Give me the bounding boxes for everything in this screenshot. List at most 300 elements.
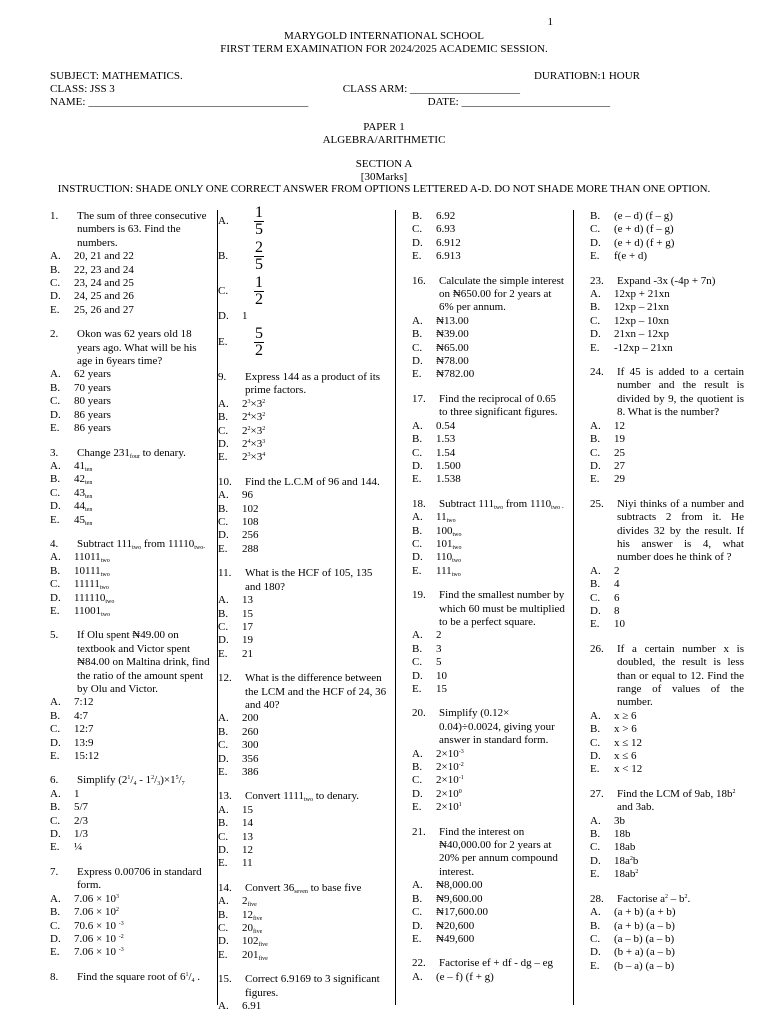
text-run: 19 [242, 634, 253, 647]
text-run: Expand -3x (-4p + 7n) [617, 274, 716, 287]
question-number: 11. [218, 567, 232, 580]
denominator: 2 [255, 342, 263, 359]
subscript-run: 4 [133, 781, 137, 788]
text-run: 0.54 [436, 419, 456, 432]
option-letter: A. [218, 712, 229, 725]
option-letter: C. [590, 736, 601, 749]
option-row[interactable] [590, 868, 744, 881]
question-stem [50, 447, 211, 460]
text-run: . [687, 892, 691, 905]
option-row[interactable] [50, 750, 211, 763]
text-run: 12xp – 21xn [614, 301, 669, 314]
option-text [436, 511, 456, 524]
option-row[interactable] [50, 946, 211, 959]
question-13 [218, 790, 389, 870]
option-text [74, 473, 92, 486]
option-row[interactable] [590, 737, 744, 750]
option-row[interactable] [218, 425, 389, 438]
question-5 [50, 629, 211, 763]
supscript-run: 2 [664, 893, 668, 900]
option-row[interactable] [50, 815, 211, 828]
option-row[interactable] [218, 753, 389, 766]
option-row[interactable] [218, 608, 389, 621]
option-letter: D. [50, 828, 61, 841]
text-run: f(e + d) [614, 250, 648, 263]
question-stem [412, 707, 567, 747]
option-row[interactable] [590, 328, 744, 341]
option-row[interactable] [218, 451, 389, 464]
option-row[interactable] [218, 516, 389, 529]
option-row[interactable] [590, 946, 744, 959]
option-row[interactable] [50, 382, 211, 395]
option-row[interactable] [412, 538, 567, 551]
option-letter: E. [590, 618, 600, 631]
option-row[interactable] [412, 906, 567, 919]
option-row[interactable] [50, 893, 211, 906]
option-letter: C. [50, 395, 61, 408]
question-text [245, 567, 389, 594]
subscript-run: five [258, 942, 268, 949]
option-row[interactable] [50, 551, 211, 564]
option-row[interactable] [50, 277, 211, 290]
option-row[interactable] [590, 855, 744, 868]
option-row[interactable] [412, 893, 567, 906]
option-row[interactable] [50, 592, 211, 605]
option-letter: B. [412, 328, 423, 341]
option-row[interactable] [50, 290, 211, 303]
question-number: 10. [218, 475, 232, 488]
option-text [74, 946, 124, 959]
text-run: 2 [242, 411, 248, 424]
numerator: 5 [255, 325, 263, 342]
option-letter: D. [412, 669, 423, 682]
option-row[interactable] [590, 447, 744, 460]
option-row[interactable] [590, 592, 744, 605]
option-text [614, 723, 637, 736]
text-run: 7:12 [74, 696, 94, 709]
question-12 [218, 672, 389, 779]
option-row[interactable] [412, 433, 567, 446]
option-letter: B. [412, 210, 423, 222]
option-row[interactable] [412, 643, 567, 656]
class-label: CLASS: JSS 3 [50, 83, 115, 95]
option-row[interactable] [50, 304, 211, 317]
option-row[interactable] [218, 844, 389, 857]
option-row[interactable] [50, 723, 211, 736]
fraction [254, 205, 264, 238]
option-row[interactable] [50, 906, 211, 919]
text-run: The sum of three consecutive numbers is 63. Find the numbers. [77, 210, 207, 249]
option-row[interactable] [590, 565, 744, 578]
text-run: 260 [242, 725, 259, 738]
option-row[interactable] [218, 503, 389, 516]
denominator: 5 [255, 221, 263, 238]
subscript-run: two [100, 571, 110, 578]
option-row[interactable] [218, 712, 389, 725]
option-row[interactable] [50, 696, 211, 709]
option-letter: A. [50, 696, 61, 709]
option-letter: D. [590, 946, 601, 959]
option-text [614, 237, 674, 250]
question-stem [590, 788, 744, 815]
option-row[interactable] [50, 710, 211, 723]
text-run: ×3 [250, 397, 263, 410]
option-letter: B. [218, 411, 229, 424]
option-row[interactable] [50, 801, 211, 814]
question-stem [590, 893, 744, 906]
option-row[interactable] [218, 239, 389, 274]
option-row[interactable] [412, 933, 567, 946]
option-row[interactable] [412, 420, 567, 433]
option-row[interactable] [218, 529, 389, 542]
option-row[interactable] [50, 264, 211, 277]
option-row[interactable] [412, 551, 567, 564]
option-row[interactable] [412, 774, 567, 787]
option-letter: A. [590, 906, 601, 919]
text-run: 15 [242, 803, 253, 816]
option-row[interactable] [50, 920, 211, 933]
option-text [74, 696, 94, 709]
option-row[interactable] [590, 605, 744, 618]
option-row[interactable] [412, 971, 567, 984]
option-row[interactable] [218, 648, 389, 661]
option-text [242, 909, 262, 922]
text-run: 13:9 [74, 736, 94, 749]
option-letter: E. [412, 683, 422, 695]
question-stem [412, 275, 567, 315]
text-run: 2 [242, 895, 248, 908]
option-letter: A. [412, 629, 423, 642]
option-row[interactable] [218, 895, 389, 908]
option-letter: C. [50, 486, 61, 499]
question-11 [218, 567, 389, 661]
option-row[interactable] [218, 594, 389, 607]
option-row[interactable] [218, 831, 389, 844]
option-row[interactable] [412, 460, 567, 473]
option-row[interactable] [590, 710, 744, 723]
option-row[interactable] [412, 761, 567, 774]
question-text [77, 538, 205, 551]
option-row[interactable] [412, 683, 567, 696]
option-row[interactable] [590, 933, 744, 946]
subscript-run: two [100, 558, 110, 565]
option-row[interactable] [412, 656, 567, 669]
question-27 [590, 788, 744, 882]
question-number: 4. [50, 537, 59, 550]
option-letter: E. [590, 473, 600, 486]
text-run: ₦20,600 [436, 919, 475, 932]
option-text [436, 210, 455, 223]
text-run: 11 [436, 511, 447, 524]
option-letter: D. [412, 551, 423, 564]
option-letter: A. [412, 970, 423, 983]
option-row[interactable] [218, 438, 389, 451]
option-row[interactable] [218, 909, 389, 922]
supscript-run: 2 [684, 893, 688, 900]
option-letter: B. [50, 709, 61, 722]
option-row[interactable] [412, 355, 567, 368]
option-row[interactable] [412, 223, 567, 236]
option-row[interactable] [590, 828, 744, 841]
option-row[interactable] [590, 342, 744, 355]
option-row[interactable] [412, 879, 567, 892]
text-run: ¼ [74, 841, 83, 854]
question-text [439, 826, 567, 880]
option-text [436, 223, 455, 236]
option-row[interactable] [218, 922, 389, 935]
text-run: 18a [614, 854, 630, 867]
text-run: Simplify (0.12× 0.04)÷0.0024, giving your answer in standard form. [439, 707, 555, 747]
option-text [74, 277, 134, 290]
option-row[interactable] [218, 543, 389, 556]
supscript-run: 3 [247, 398, 251, 405]
option-row[interactable] [50, 409, 211, 422]
option-row[interactable] [412, 670, 567, 683]
option-letter: C. [412, 906, 423, 919]
question-text [77, 866, 211, 893]
option-row[interactable] [50, 395, 211, 408]
option-row[interactable] [50, 473, 211, 486]
option-row[interactable] [412, 629, 567, 642]
option-row[interactable] [218, 621, 389, 634]
question-text [245, 790, 359, 803]
option-row[interactable] [590, 960, 744, 973]
option-text [74, 551, 110, 564]
option-text [436, 460, 461, 473]
option-row[interactable] [590, 460, 744, 473]
option-letter: D. [590, 236, 601, 249]
option-row[interactable] [50, 460, 211, 473]
question-text [77, 629, 211, 696]
option-letter: D. [50, 290, 61, 303]
option-row[interactable] [590, 433, 744, 446]
option-row[interactable] [218, 204, 389, 239]
question-text [245, 672, 389, 712]
option-row[interactable] [218, 1000, 389, 1013]
option-row[interactable] [412, 237, 567, 250]
subscript-run: two [303, 797, 313, 804]
subscript-run: two [494, 504, 504, 511]
option-row[interactable] [412, 315, 567, 328]
option-row[interactable] [218, 935, 389, 948]
option-row[interactable] [412, 511, 567, 524]
option-row[interactable] [412, 525, 567, 538]
option-text [242, 425, 265, 438]
option-letter: C. [218, 922, 229, 935]
option-row[interactable] [412, 473, 567, 486]
option-text [74, 250, 134, 263]
option-text [614, 618, 625, 631]
text-run: 96 [242, 489, 253, 502]
option-row[interactable] [50, 828, 211, 841]
subject-row [50, 70, 640, 83]
option-letter: E. [590, 763, 600, 776]
option-text [436, 315, 469, 328]
option-row[interactable] [590, 815, 744, 828]
option-row[interactable] [50, 565, 211, 578]
option-text [242, 451, 265, 464]
text-run: (e + d) (f – g) [614, 223, 674, 236]
text-run: 7.06 × 10 [74, 946, 119, 959]
option-letter: C. [412, 446, 423, 459]
option-row[interactable] [412, 801, 567, 814]
option-row[interactable] [218, 411, 389, 424]
option-text [614, 906, 676, 919]
supscript-run: 3 [262, 439, 266, 446]
option-row[interactable] [50, 737, 211, 750]
text-run: 15:12 [74, 750, 100, 763]
option-text [614, 288, 670, 301]
option-row[interactable] [412, 788, 567, 801]
option-letter: E. [218, 647, 228, 660]
option-row[interactable] [412, 447, 567, 460]
option-row[interactable] [50, 368, 211, 381]
option-row[interactable] [218, 739, 389, 752]
option-text [74, 920, 124, 933]
option-row[interactable] [590, 223, 744, 236]
option-row[interactable] [590, 420, 744, 433]
subscript-run: two [105, 598, 115, 605]
option-letter: B. [412, 892, 423, 905]
option-row[interactable] [218, 489, 389, 502]
option-row[interactable] [50, 250, 211, 263]
supscript-run: 2 [262, 412, 266, 419]
option-row[interactable] [50, 605, 211, 618]
option-row[interactable] [590, 288, 744, 301]
option-row[interactable] [218, 634, 389, 647]
option-row[interactable] [218, 274, 389, 309]
option-row[interactable] [218, 325, 389, 360]
option-row[interactable] [218, 949, 389, 962]
option-text [436, 748, 464, 761]
paper-number: PAPER 1 [363, 121, 405, 133]
option-letter: E. [50, 750, 60, 763]
option-row[interactable] [218, 398, 389, 411]
option-row[interactable] [50, 422, 211, 435]
option-row[interactable] [590, 315, 744, 328]
option-letter: B. [50, 473, 61, 486]
option-text [74, 933, 124, 946]
option-row[interactable] [218, 309, 389, 325]
option-text [242, 712, 259, 725]
option-row[interactable] [50, 578, 211, 591]
option-row[interactable] [218, 804, 389, 817]
option-letter: E. [50, 604, 60, 617]
subscript-run: ten [85, 466, 93, 473]
option-text [242, 804, 253, 817]
option-text [614, 815, 625, 828]
question-text [245, 371, 389, 398]
option-text [242, 543, 259, 556]
option-row[interactable] [590, 250, 744, 263]
question-2 [50, 328, 211, 435]
option-letter: A. [590, 419, 601, 432]
option-letter: B. [412, 761, 423, 774]
option-letter: E. [218, 451, 228, 464]
duration-label: DURATIOBN:1 HOUR [533, 70, 640, 82]
option-row[interactable] [412, 342, 567, 355]
option-text [436, 788, 462, 801]
option-text [614, 737, 642, 750]
option-row[interactable] [590, 841, 744, 854]
option-row[interactable] [412, 565, 567, 578]
option-letter: D. [50, 591, 61, 604]
option-row[interactable] [50, 841, 211, 854]
option-text [74, 409, 111, 422]
option-row[interactable] [412, 920, 567, 933]
option-row[interactable] [50, 500, 211, 513]
text-run: Find the reciprocal of 0.65 to three significant figures. [439, 392, 558, 419]
option-letter: E. [50, 513, 60, 526]
question-stem [218, 973, 389, 1000]
option-text [242, 831, 253, 844]
option-letter: A. [218, 489, 229, 502]
date-field: DATE: ___________________________ [427, 96, 610, 108]
text-run: If Olu spent ₦49.00 on textbook and Victor spent ₦84.00 on Maltina drink, find the ratio of the amount spent by Olu and Victor. [77, 629, 210, 695]
text-run: Convert 36 [245, 881, 295, 894]
question-stem [218, 790, 389, 803]
option-row[interactable] [218, 817, 389, 830]
option-letter: E. [50, 841, 60, 854]
option-row[interactable] [590, 763, 744, 776]
option-text [74, 893, 119, 906]
option-row[interactable] [590, 210, 744, 223]
option-row[interactable] [590, 301, 744, 314]
option-letter: E. [50, 303, 60, 316]
option-row[interactable] [412, 210, 567, 223]
option-row[interactable] [218, 766, 389, 779]
option-row[interactable] [590, 920, 744, 933]
option-row[interactable] [218, 857, 389, 870]
numerator: 2 [255, 239, 263, 256]
option-text [74, 422, 111, 435]
option-row[interactable] [50, 514, 211, 527]
option-row[interactable] [590, 237, 744, 250]
option-row[interactable] [590, 906, 744, 919]
option-text [614, 933, 674, 946]
option-text [436, 525, 462, 538]
option-text [436, 328, 469, 341]
option-row[interactable] [590, 618, 744, 631]
option-text [74, 290, 134, 303]
supscript-run: -2 [118, 933, 124, 940]
option-row[interactable] [412, 748, 567, 761]
option-row[interactable] [590, 473, 744, 486]
option-row[interactable] [590, 750, 744, 763]
text-run: 2×10 [436, 774, 459, 787]
question-6 [50, 774, 211, 854]
option-row[interactable] [590, 578, 744, 591]
option-row[interactable] [412, 368, 567, 381]
option-letter: B. [218, 908, 229, 921]
option-row[interactable] [50, 487, 211, 500]
option-row[interactable] [412, 250, 567, 263]
question-text [439, 589, 567, 629]
option-row[interactable] [412, 328, 567, 341]
text-run: Niyi thinks of a number and subtracts 2 from it. He divides 32 by the result. If his answer is 4, what number does he think of ? [617, 497, 744, 564]
text-run: to denary. [139, 446, 186, 459]
option-letter: A. [590, 288, 601, 301]
option-text [614, 710, 637, 723]
option-row[interactable] [218, 726, 389, 739]
option-row[interactable] [50, 788, 211, 801]
option-letter: A. [218, 895, 229, 908]
option-row[interactable] [590, 723, 744, 736]
option-letter: E. [50, 422, 60, 435]
option-text [436, 933, 474, 946]
option-row[interactable] [50, 933, 211, 946]
option-text [614, 328, 669, 341]
